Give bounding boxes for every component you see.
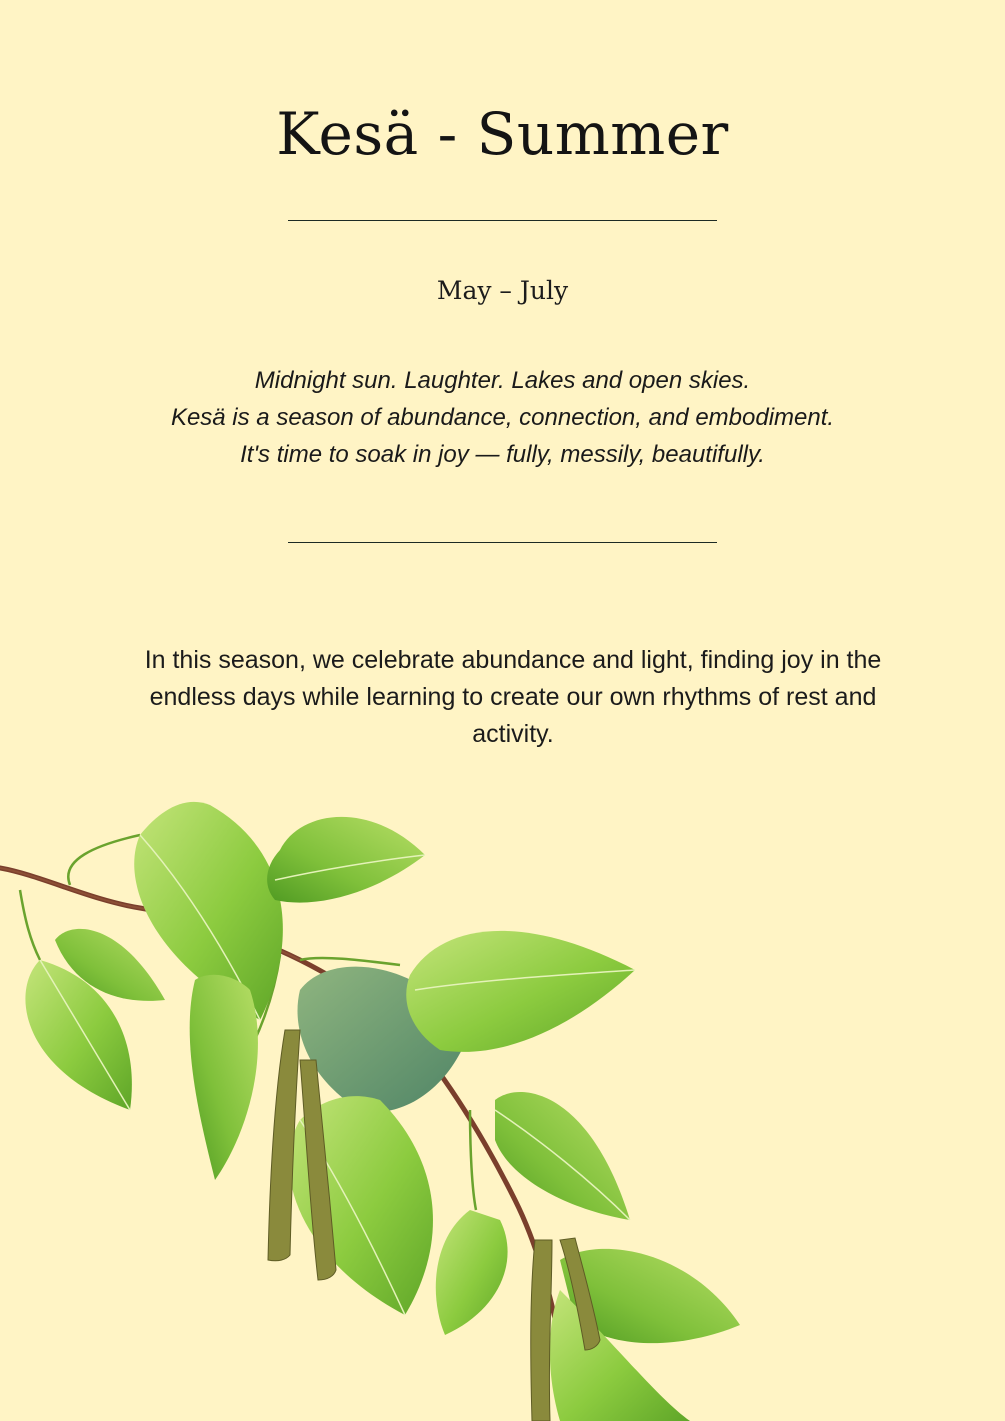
tagline-line: Midnight sun. Laughter. Lakes and open skies. bbox=[254, 367, 751, 394]
page-title: Kesä - Summer bbox=[276, 100, 729, 168]
birch-branch-illustration bbox=[0, 790, 760, 1421]
season-description: In this season, we celebrate abundance and light, finding joy in the endless days while learning to create our own rhythms of rest and activity. bbox=[144, 646, 882, 748]
tagline-line: Kesä is a season of abundance, connection, and embodiment. bbox=[170, 404, 835, 431]
top-divider bbox=[288, 220, 717, 221]
bottom-divider bbox=[288, 542, 717, 543]
date-range: May – July bbox=[436, 276, 569, 305]
leaf-shape bbox=[25, 802, 740, 1421]
tagline-line: It's time to soak in joy — fully, messily, beautifully. bbox=[240, 441, 765, 468]
tagline bbox=[0, 362, 1005, 473]
